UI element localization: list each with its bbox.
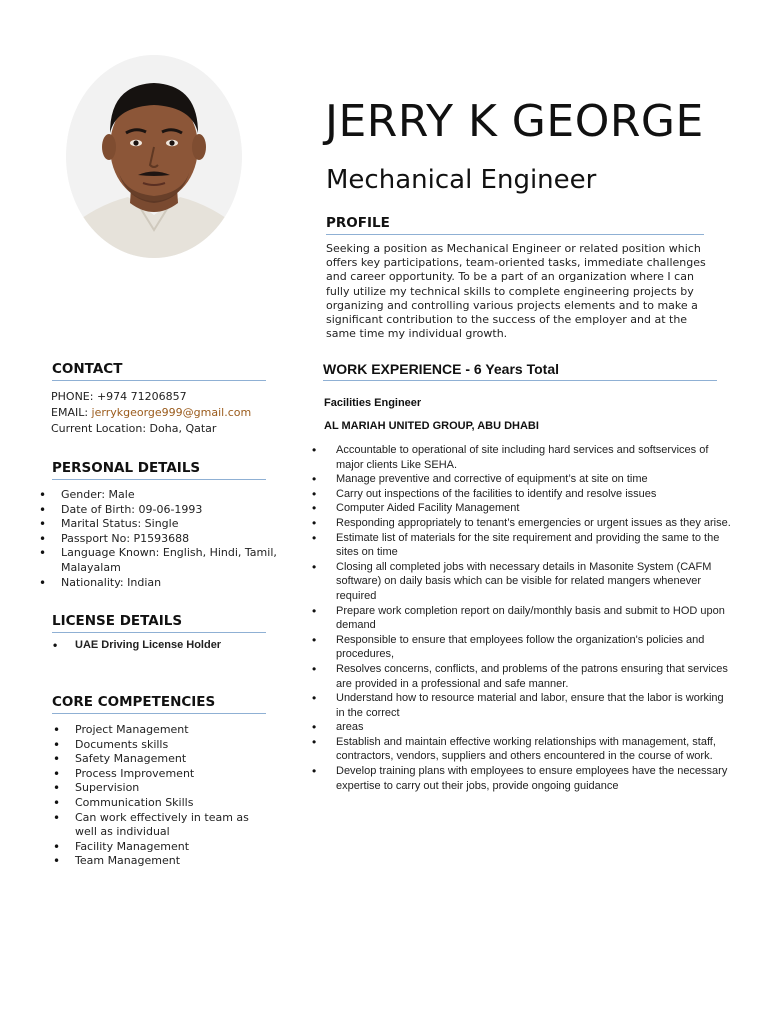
profile-heading: PROFILE xyxy=(326,215,704,235)
list-item: • Gender: Male xyxy=(39,488,279,503)
list-item: • Marital Status: Single xyxy=(39,517,279,532)
list-item: • Develop training plans with employees to ensure employees have the necessary expertise to carry out their jobs, provide ongoing guidance xyxy=(312,764,732,793)
list-item: • Estimate list of materials for the site requirement and providing the same to the sites on time xyxy=(312,531,732,560)
list-item: • Passport No: P1593688 xyxy=(39,532,279,547)
job-title: Mechanical Engineer xyxy=(326,165,597,195)
work-role: Facilities Engineer xyxy=(324,397,422,409)
list-item: • Can work effectively in team as well as individual xyxy=(53,811,268,840)
list-item: • Understand how to resource material and labor, ensure that the labor is working in the correct xyxy=(312,691,732,720)
list-item: • Manage preventive and corrective of equipment’s at site on time xyxy=(312,472,732,487)
contact-email-line xyxy=(51,406,251,419)
avatar xyxy=(66,55,242,258)
list-item: • UAE Driving License Holder xyxy=(53,638,273,653)
list-item: • Establish and maintain effective working relationships with management, staff, contractors, vendors, suppliers and others encountered in the course of work. xyxy=(312,735,732,764)
profile-summary: Seeking a position as Mechanical Engineer or related position which offers key participations, team-oriented tasks, immediate challenges and career opportunity. To be a part of an organization where I can fully utilize my technical skills to complete engineering projects by organizing and controlling various projects elements and to make a significant contribution to the success of the employer and at the same time my individual growth. xyxy=(326,242,706,341)
license-details-list xyxy=(53,638,273,653)
core-competencies-list xyxy=(53,723,268,869)
list-item: • Process Improvement xyxy=(53,767,268,782)
list-item: • areas xyxy=(312,720,732,735)
contact-heading: CONTACT xyxy=(52,361,266,381)
list-item: • Supervision xyxy=(53,781,268,796)
list-item: • Resolves concerns, conflicts, and problems of the patrons ensuring that services are provided in a professional and safe manner. xyxy=(312,662,732,691)
personal-details-heading: PERSONAL DETAILS xyxy=(52,460,266,480)
list-item: • Team Management xyxy=(53,854,268,869)
list-item: • Language Known: English, Hindi, Tamil, Malayalam xyxy=(39,546,279,575)
work-experience-heading: WORK EXPERIENCE - 6 Years Total xyxy=(323,361,717,381)
core-competencies-heading: CORE COMPETENCIES xyxy=(52,694,266,714)
list-item: • Project Management xyxy=(53,723,268,738)
list-item: • Carry out inspections of the facilities to identify and resolve issues xyxy=(312,487,732,502)
contact-email-label: EMAIL: xyxy=(51,406,92,419)
list-item: • Prepare work completion report on daily/monthly basis and submit to HOD upon demand xyxy=(312,604,732,633)
license-details-heading: LICENSE DETAILS xyxy=(52,613,266,633)
profile-photo xyxy=(66,55,242,258)
list-item: • Communication Skills xyxy=(53,796,268,811)
list-item: • Documents skills xyxy=(53,738,268,753)
list-item: • Accountable to operational of site including hard services and softservices of major clients Like SEHA. xyxy=(312,443,732,472)
list-item: • Safety Management xyxy=(53,752,268,767)
list-item: • Responsible to ensure that employees follow the organization's policies and procedures, xyxy=(312,633,732,662)
list-item: • Date of Birth: 09-06-1993 xyxy=(39,503,279,518)
candidate-name: JERRY K GEORGE xyxy=(325,96,704,147)
personal-details-list xyxy=(39,488,279,590)
contact-email[interactable]: jerrykgeorge999@gmail.com xyxy=(91,406,252,419)
contact-location: Current Location: Doha, Qatar xyxy=(51,422,217,435)
work-company: AL MARIAH UNITED GROUP, ABU DHABI xyxy=(324,420,539,432)
list-item: • Computer Aided Facility Management xyxy=(312,501,732,516)
list-item: • Nationality: Indian xyxy=(39,576,279,591)
list-item: • Facility Management xyxy=(53,840,268,855)
list-item: • Responding appropriately to tenant’s emergencies or urgent issues as they arise. xyxy=(312,516,732,531)
work-duties-list xyxy=(312,443,732,793)
contact-phone: PHONE: +974 71206857 xyxy=(51,390,187,403)
list-item: • Closing all completed jobs with necessary details in Masonite System (CAFM software) on daily basis which can be visible for related mangers whenever required xyxy=(312,560,732,604)
